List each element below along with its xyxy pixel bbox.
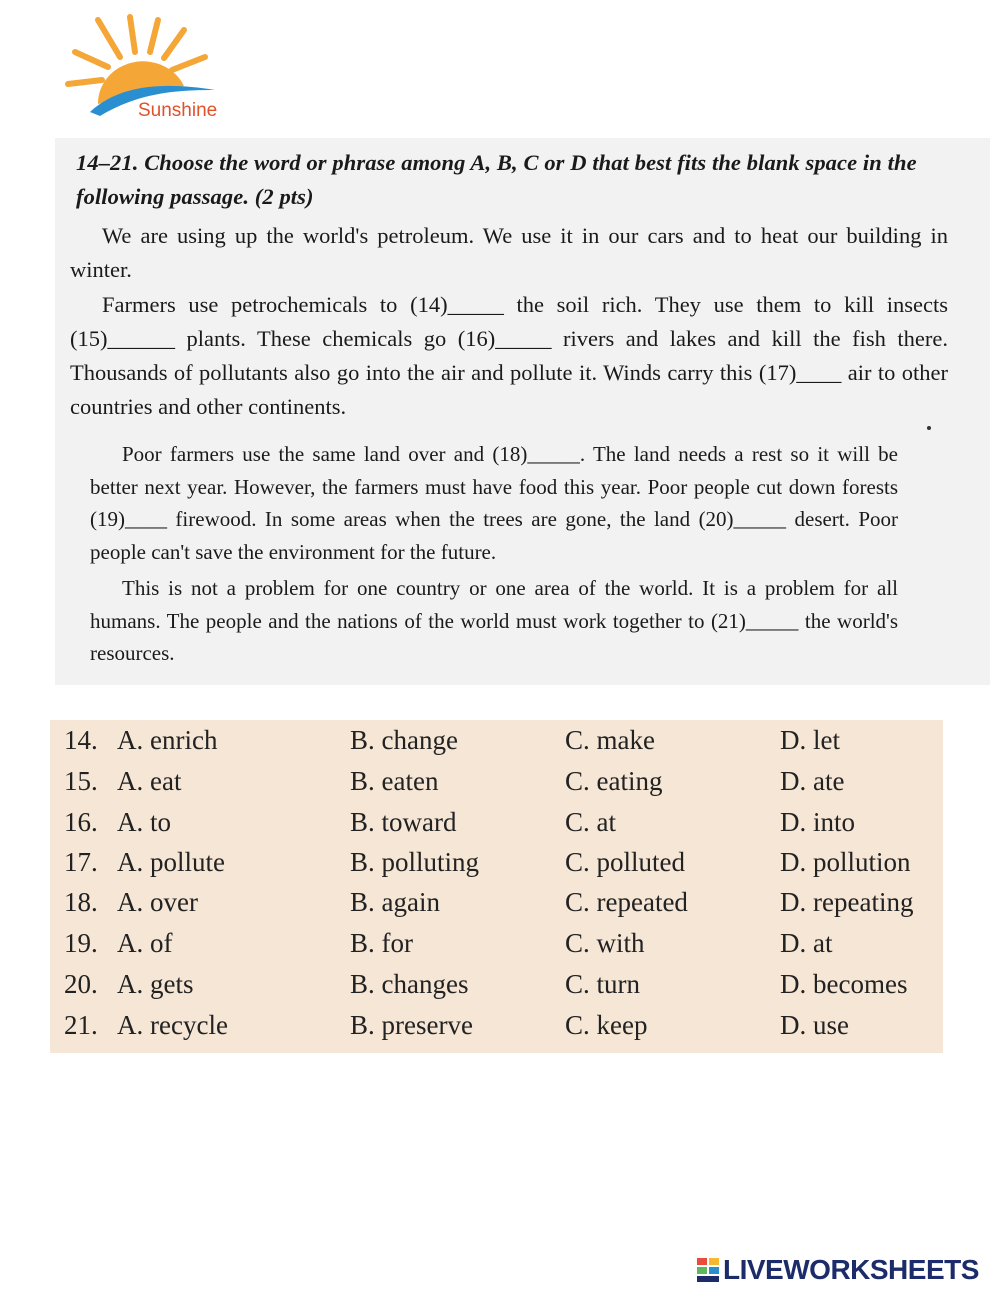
option-b[interactable]: B. toward [350,807,457,837]
liveworksheets-icon [697,1258,719,1282]
question-number: 18. [64,887,98,917]
passage-paragraph-3: Poor farmers use the same land over and (18)_____. The land needs a rest so it will be better next year. However, the farmers must have food this year. Poor people cut down forests (19)____ firewood. In some areas when the trees are gone, the land (20)_____ desert. Poor people can't save the environment for the future. [90,442,898,564]
option-d[interactable]: D. ate [780,766,845,796]
option-c[interactable]: C. keep [565,1010,648,1040]
option-b[interactable]: B. polluting [350,847,480,877]
option-a[interactable]: A. recycle [117,1010,228,1040]
question-number: 17. [64,847,98,877]
option-d[interactable]: D. repeating [780,887,914,917]
answer-row [50,802,943,842]
answer-row [50,842,943,882]
option-d[interactable]: D. let [780,725,840,755]
question-number: 16. [64,807,98,837]
sunshine-logo [60,12,230,132]
option-c[interactable]: C. polluted [565,847,685,877]
option-c[interactable]: C. eating [565,766,663,796]
option-d[interactable]: D. pollution [780,847,911,877]
option-c[interactable]: C. repeated [565,887,688,917]
option-b[interactable]: B. again [350,887,440,917]
option-a[interactable]: A. gets [117,969,194,999]
option-b[interactable]: B. for [350,928,413,958]
option-a[interactable]: A. enrich [117,725,218,755]
option-a[interactable]: A. eat [117,766,182,796]
option-b[interactable]: B. changes [350,969,469,999]
stray-dot [927,426,931,430]
option-c[interactable]: C. at [565,807,616,837]
liveworksheets-brand [697,1255,997,1285]
answer-row [50,964,943,1004]
option-b[interactable]: B. change [350,725,458,755]
instructions: 14–21. Choose the word or phrase among A, B, C or D that best fits the blank space in the following passage. (2 pts) [76,150,917,209]
option-b[interactable]: B. preserve [350,1010,473,1040]
answer-row [50,720,943,760]
question-number: 14. [64,725,98,755]
option-d[interactable]: D. becomes [780,969,908,999]
option-d[interactable]: D. at [780,928,833,958]
passage-paragraph-2: Farmers use petrochemicals to (14)_____ the soil rich. They use them to kill insects (15)______ plants. These chemicals go (16)_____ rivers and lakes and kill the fish there. Thousands of pollutants also go into the air and pollute it. Winds carry this (17)____ air to other countries and other continents. [70,292,948,419]
option-c[interactable]: C. turn [565,969,641,999]
question-number: 21. [64,1010,98,1040]
option-a[interactable]: A. to [117,807,171,837]
brand-name: LIVEWORKSHEETS [723,1254,979,1285]
option-c[interactable]: C. make [565,725,655,755]
option-d[interactable]: D. use [780,1010,849,1040]
question-number: 15. [64,766,98,796]
option-d[interactable]: D. into [780,807,856,837]
option-a[interactable]: A. pollute [117,847,225,877]
question-number: 20. [64,969,98,999]
option-c[interactable]: C. with [565,928,645,958]
logo-text: Sunshine [138,100,218,121]
question-number: 19. [64,928,98,958]
option-a[interactable]: A. of [117,928,173,958]
answer-row [50,1005,943,1045]
passage-paragraph-4: This is not a problem for one country or one area of the world. It is a problem for all humans. The people and the nations of the world must work together to (21)_____ the world's resources. [90,576,898,665]
option-b[interactable]: B. eaten [350,766,439,796]
answer-options-table [50,720,943,1053]
passage-paragraph-1: We are using up the world's petroleum. We use it in our cars and to heat our building in winter. [70,223,948,282]
answer-row [50,923,943,963]
option-a[interactable]: A. over [117,887,198,917]
answer-row [50,761,943,801]
answer-row [50,882,943,922]
